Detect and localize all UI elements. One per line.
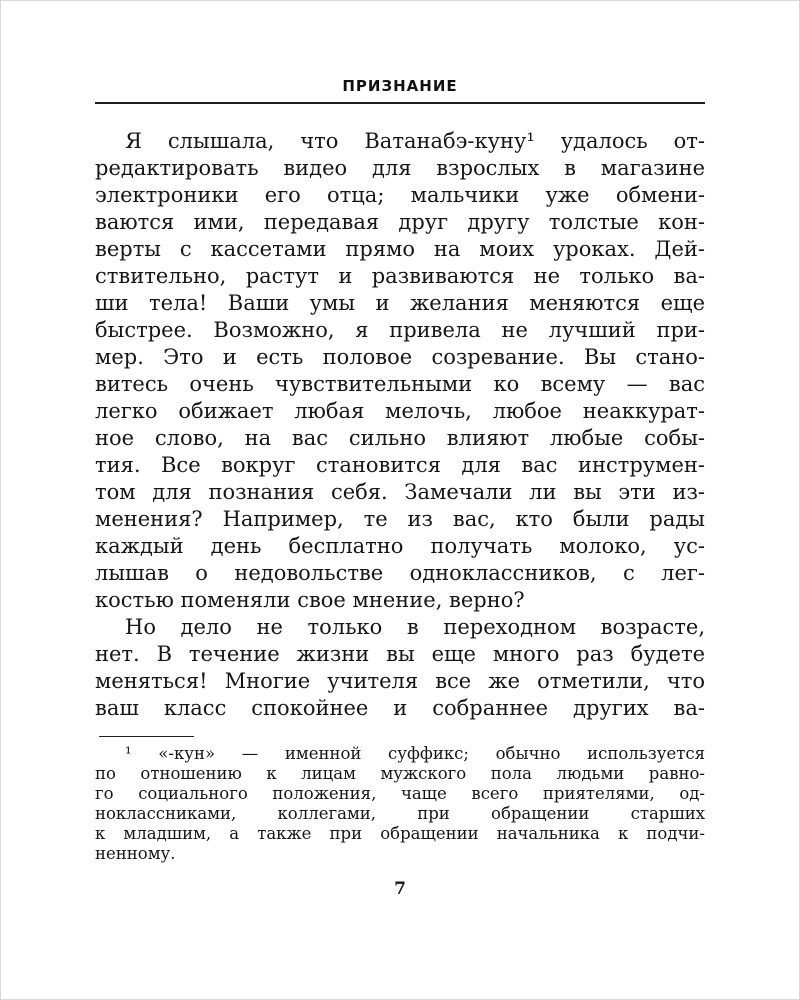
page-number: 7	[394, 879, 406, 899]
text-line: нет. В течение жизни вы еще много раз будете	[95, 642, 705, 666]
text-line: костью поменяли свое мнение, верно?	[95, 588, 525, 612]
text-line: го социального положения, чаще всего приятелями, од-	[95, 784, 705, 803]
text-line: ¹ «-кун» — именной суффикс; обычно используется	[125, 744, 705, 763]
text-line: менения? Например, те из вас, кто были рады	[95, 507, 705, 531]
text-line: легко обижает любая мелочь, любое неаккурат-	[95, 399, 705, 423]
text-line: ненному.	[95, 844, 176, 863]
text-line: редактировать видео для взрослых в магазине	[95, 156, 705, 180]
page-header-title: ПРИЗНАНИЕ	[342, 77, 458, 95]
text-line: быстрее. Возможно, я привела не лучший при-	[95, 318, 705, 342]
text-line: ваш класс спокойнее и собраннее других ва-	[95, 696, 705, 720]
footnote-block	[95, 736, 705, 864]
text-line: витесь очень чувствительными ко всему — вас	[95, 372, 705, 396]
text-line: ствительно, растут и развиваются не только ва-	[95, 264, 705, 288]
text-line: Но дело не только в переходном возрасте,	[125, 615, 705, 639]
text-line: меняться! Многие учителя все же отметили, что	[95, 669, 705, 693]
header-rule	[95, 102, 705, 104]
text-line: лышав о недовольстве одноклассников, с лег-	[95, 561, 705, 585]
text-line: по отношению к лицам мужского пола людьми равно-	[95, 764, 705, 783]
text-line: к младшим, а также при обращении начальника к подчи-	[95, 824, 705, 843]
text-line: ши тела! Ваши умы и желания меняются еще	[95, 291, 705, 315]
text-line: каждый день бесплатно получать молоко, ус-	[95, 534, 705, 558]
footnote-rule	[99, 736, 194, 737]
text-line: тия. Все вокруг становится для вас инструмен-	[95, 453, 705, 477]
paragraph-2	[95, 614, 705, 722]
body-text	[95, 128, 705, 722]
text-line: Я слышала, что Ватанабэ-куну¹ удалось от-	[125, 129, 705, 153]
text-line: ноклассниками, коллегами, при обращении старших	[95, 804, 705, 823]
text-line: ваются ими, передавая друг другу толстые кон-	[95, 210, 705, 234]
footnote	[95, 744, 705, 864]
text-line: верты с кассетами прямо на моих уроках. Дей-	[95, 237, 705, 261]
text-line: электроники его отца; мальчики уже обмени-	[95, 183, 705, 207]
text-line: мер. Это и есть половое созревание. Вы стано-	[95, 345, 705, 369]
text-line: том для познания себя. Замечали ли вы эти из-	[95, 480, 705, 504]
paragraph-1	[95, 128, 705, 614]
text-line: ное слово, на вас сильно влияют любые собы-	[95, 426, 705, 450]
